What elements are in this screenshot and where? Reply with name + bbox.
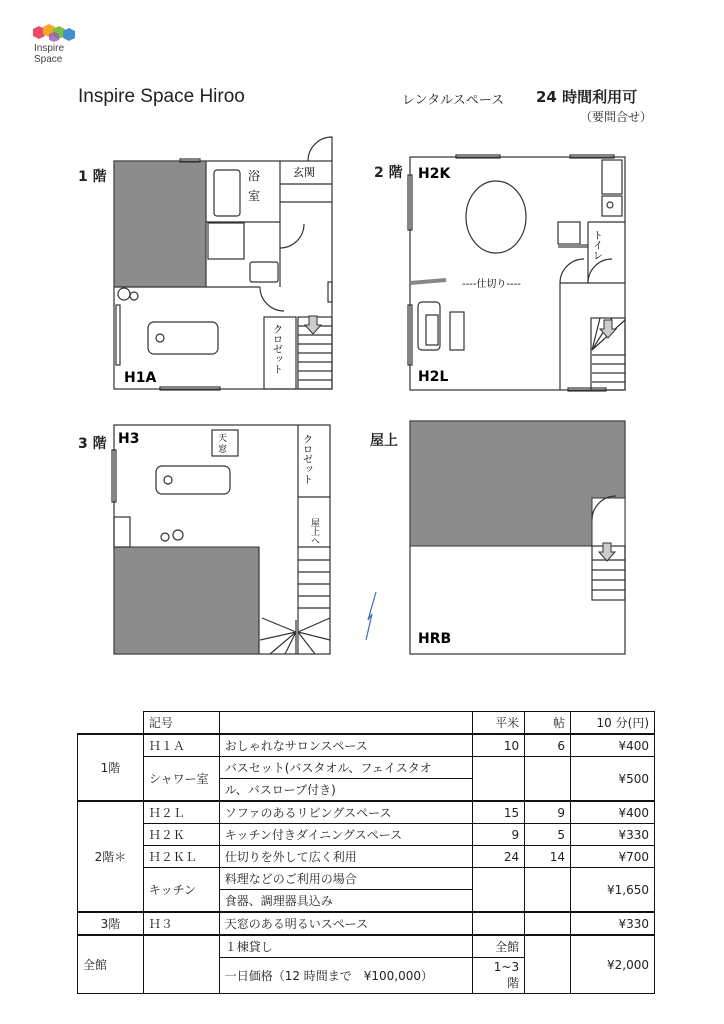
header-code: 記号 — [143, 712, 219, 735]
desc-cell: ソファのあるリビングスペース — [219, 801, 472, 824]
site-name: Inspire Space Hiroo — [78, 86, 245, 107]
skylight-text-1: 天 — [218, 434, 228, 444]
closet-text-3f: クロゼット — [300, 434, 312, 484]
north-arrow-icon — [366, 592, 376, 640]
room-hrb: HRB — [418, 631, 452, 647]
desc-cell: おしゃれなサロンスペース — [219, 734, 472, 757]
table-row — [78, 868, 655, 890]
sqm-cell: 全館 — [473, 935, 525, 958]
floor-1-label: 1 階 — [78, 169, 107, 185]
tatami-cell: 14 — [525, 846, 571, 868]
desc-cell: 一日価格（12 時間まで ¥100,000） — [219, 958, 472, 994]
table-row — [78, 757, 655, 779]
floor-3-plan — [112, 425, 330, 654]
floor-3-label: 3 階 — [78, 436, 107, 452]
closet-text-1f: クロゼット — [270, 324, 282, 374]
price-cell: ¥500 — [571, 757, 655, 802]
inquire-label: （要問合せ） — [580, 110, 653, 124]
floor-2-label: 2 階 — [374, 165, 403, 181]
rental-label: レンタルスペース — [402, 93, 505, 108]
table-header-row — [78, 712, 655, 735]
code-cell: Ｈ２ＫＬ — [143, 846, 219, 868]
tatami-cell: 9 — [525, 801, 571, 824]
floor-cell: 全館 — [78, 935, 144, 994]
desc-cell: 天窓のある明るいスペース — [219, 912, 472, 935]
sqm-cell: 24 — [473, 846, 525, 868]
room-h3: H3 — [118, 431, 140, 447]
roof-plan — [410, 421, 625, 654]
floor-2-plan — [408, 155, 625, 391]
price-cell: ¥2,000 — [571, 935, 655, 994]
floor-cell: 1階 — [78, 734, 144, 801]
partition-text: ----仕切り---- — [462, 279, 521, 290]
floor-cell: 2階＊ — [78, 801, 144, 912]
code-cell: キッチン — [143, 868, 219, 913]
bath-text-2: 室 — [248, 189, 261, 203]
price-cell: ¥400 — [571, 801, 655, 824]
table-row — [78, 935, 655, 958]
desc-cell: １棟貸し — [219, 935, 472, 958]
price-table — [77, 711, 655, 994]
skylight-text-2: 窓 — [218, 445, 228, 455]
room-h2k: H2K — [418, 166, 451, 182]
entrance-text: 玄関 — [293, 166, 315, 179]
table-row — [78, 846, 655, 868]
desc-cell: 食器、調理器具込み — [219, 890, 472, 913]
price-cell: ¥700 — [571, 846, 655, 868]
desc-cell: バスセット(バスタオル、フェイスタオ — [219, 757, 472, 779]
price-cell: ¥1,650 — [571, 868, 655, 913]
floor-cell: 3階 — [78, 912, 144, 935]
room-h2l: H2L — [418, 369, 449, 385]
toilet-text: トイレ — [590, 230, 602, 260]
tatami-cell: 5 — [525, 824, 571, 846]
bath-text-1: 浴 — [248, 169, 261, 183]
code-cell: Ｈ３ — [143, 912, 219, 935]
code-cell: Ｈ２Ｌ — [143, 801, 219, 824]
header-sqm: 平米 — [473, 712, 525, 735]
floor-1-plan — [114, 137, 332, 390]
desc-cell: 料理などのご利用の場合 — [219, 868, 472, 890]
code-cell: シャワー室 — [143, 757, 219, 802]
price-cell: ¥400 — [571, 734, 655, 757]
roof-label: 屋上 — [370, 433, 398, 449]
tatami-cell: 6 — [525, 734, 571, 757]
hours-label: 24 時間利用可 — [536, 88, 638, 106]
sqm-cell: 1~3 階 — [473, 958, 525, 994]
desc-cell: 仕切りを外して広く利用 — [219, 846, 472, 868]
sqm-cell: 9 — [473, 824, 525, 846]
table-row — [78, 912, 655, 935]
code-cell: Ｈ１Ａ — [143, 734, 219, 757]
to-roof-text: 屋上へ — [309, 518, 319, 545]
room-h1a: H1A — [124, 370, 157, 386]
header-tatami: 帖 — [525, 712, 571, 735]
price-cell: ¥330 — [571, 824, 655, 846]
desc-cell: キッチン付きダイニングスペース — [219, 824, 472, 846]
sqm-cell: 10 — [473, 734, 525, 757]
sqm-cell: 15 — [473, 801, 525, 824]
table-row — [78, 734, 655, 757]
price-cell: ¥330 — [571, 912, 655, 935]
table-row — [78, 824, 655, 846]
header-price: 10 分(円) — [571, 712, 655, 735]
desc-cell: ル、バスローブ付き) — [219, 779, 472, 802]
table-row — [78, 801, 655, 824]
logo-text: Inspire Space — [34, 43, 65, 65]
code-cell: Ｈ２Ｋ — [143, 824, 219, 846]
